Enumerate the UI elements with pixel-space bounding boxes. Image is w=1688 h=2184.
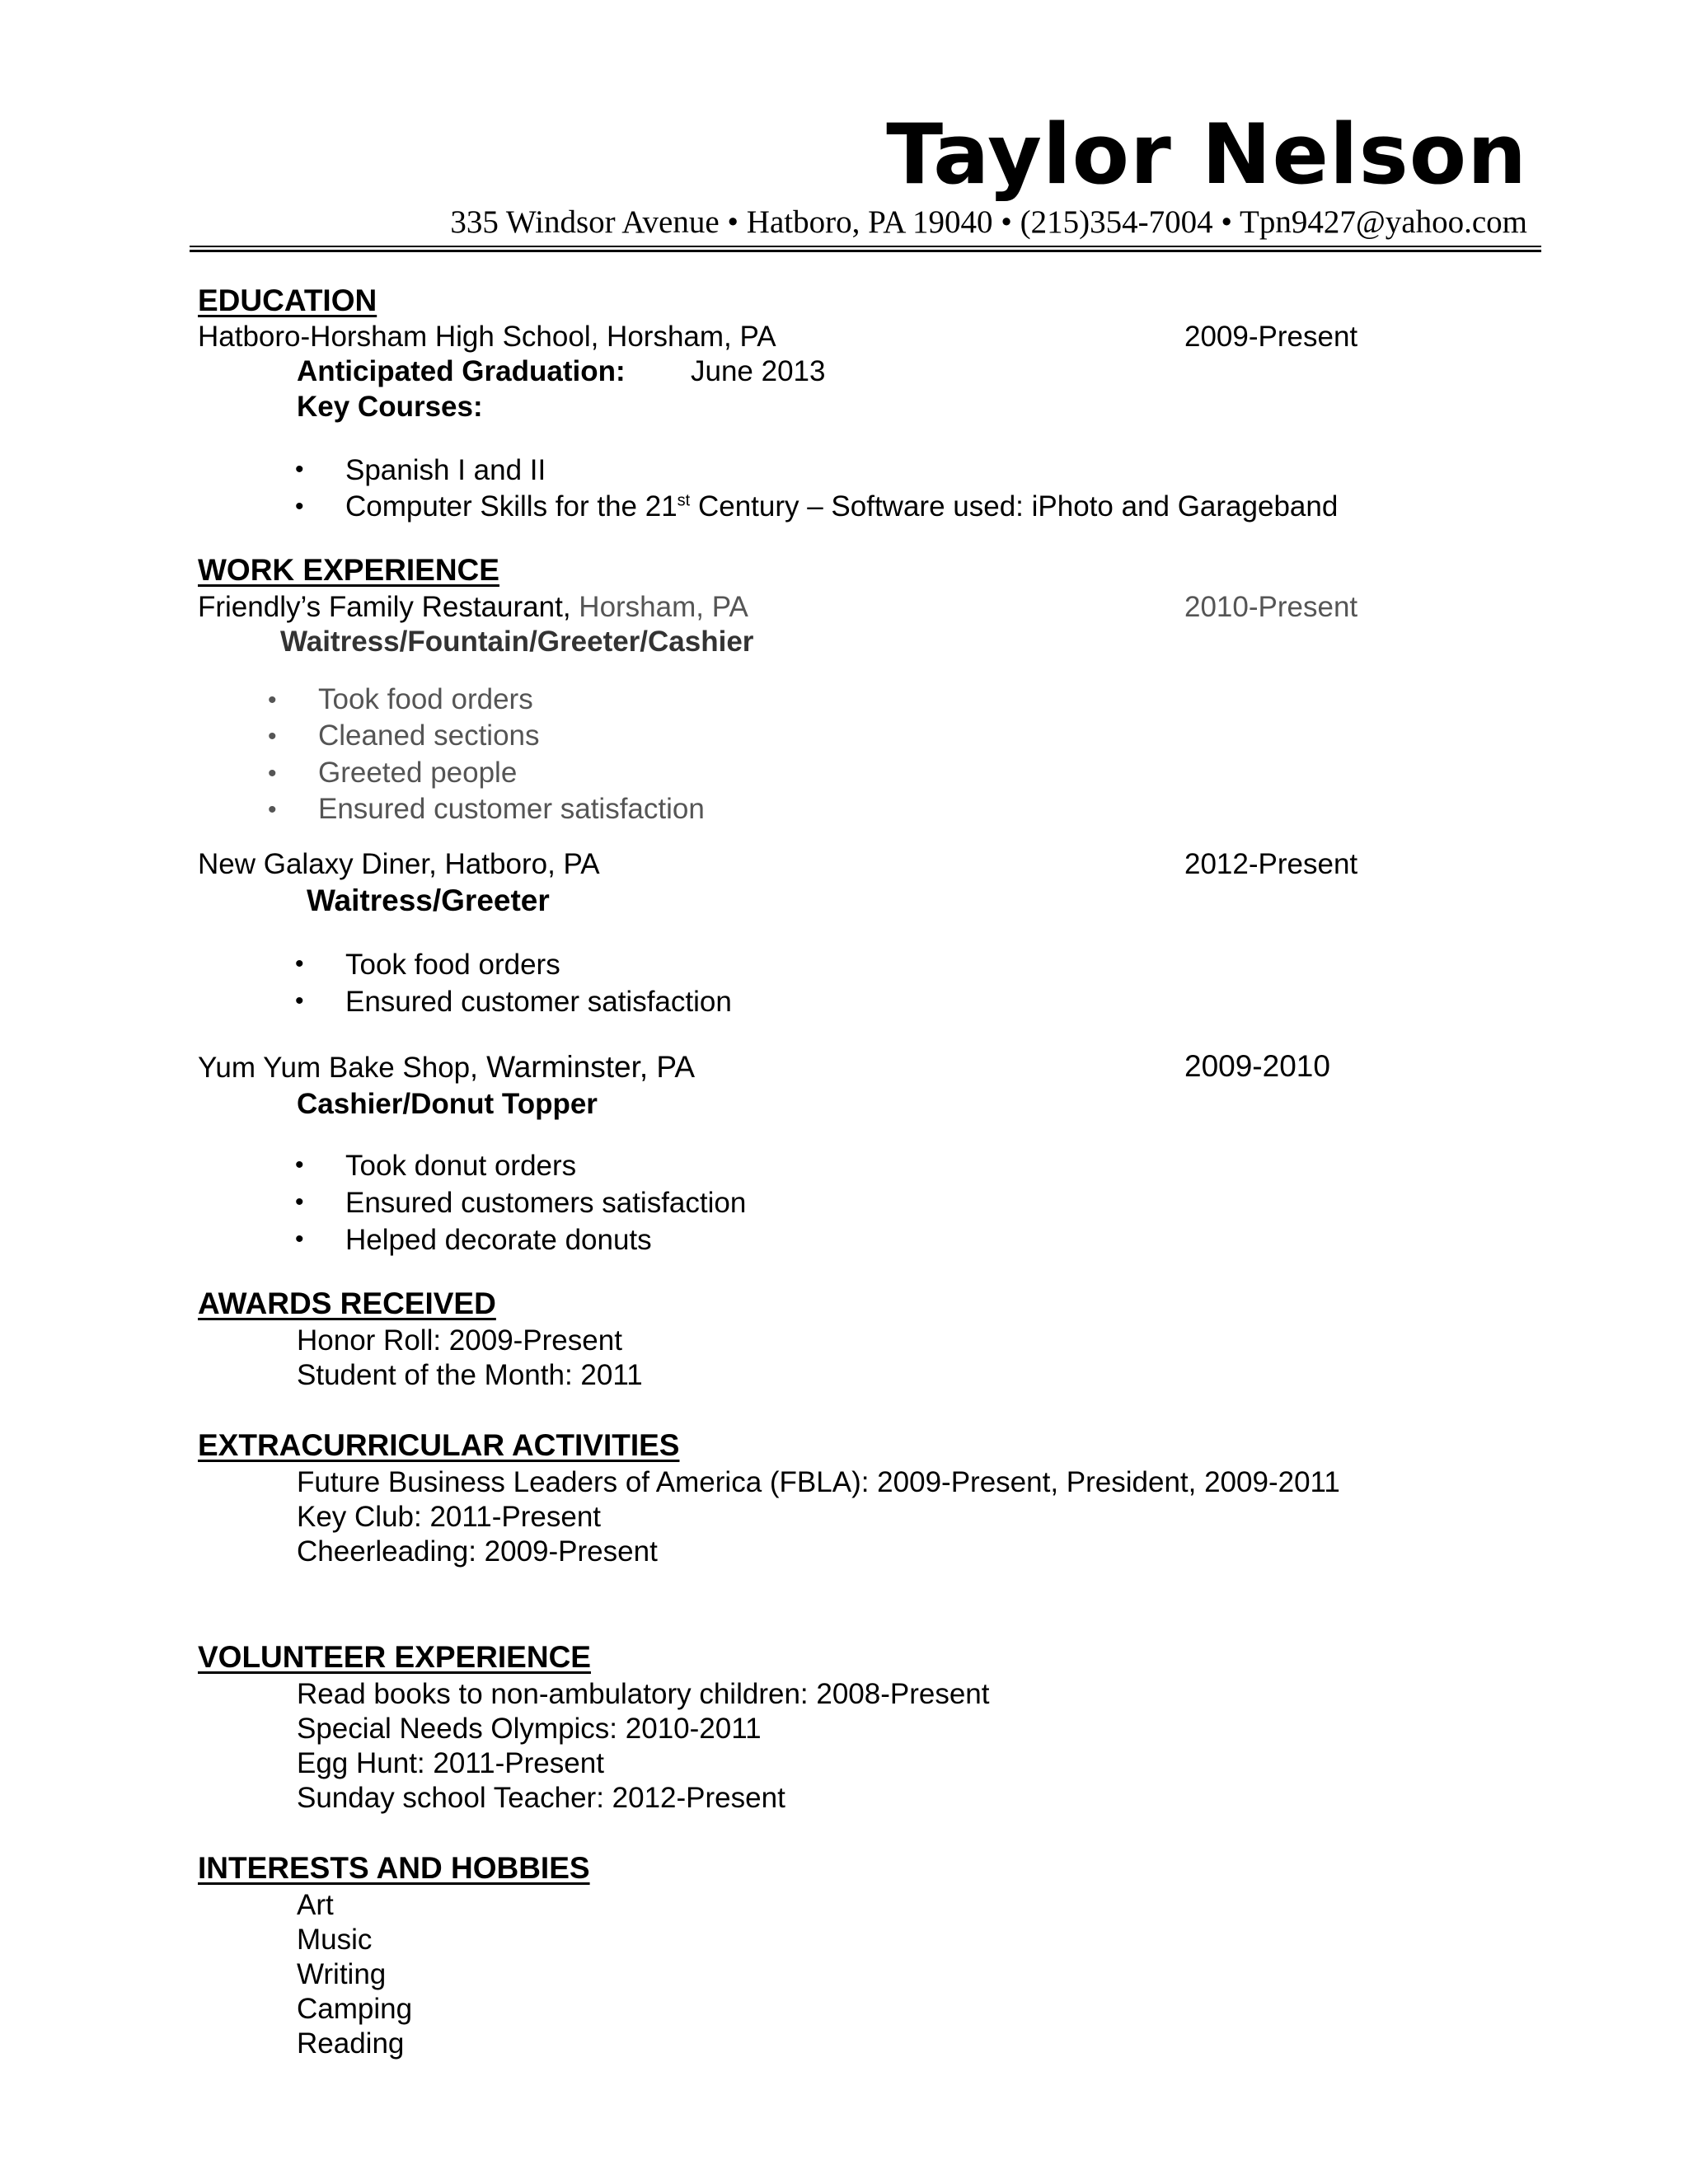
activity-item: Future Business Leaders of America (FBLA): 2009-Present, President, 2009-2011 bbox=[297, 1466, 1340, 1498]
duty-item: Ensured customers satisfaction bbox=[345, 1187, 747, 1219]
awards-heading: AWARDS RECEIVED bbox=[198, 1286, 496, 1320]
education-heading: EDUCATION bbox=[198, 284, 377, 317]
duty-item: Took donut orders bbox=[345, 1150, 577, 1182]
bullet-icon: • bbox=[268, 760, 277, 787]
job-title: Waitress/Fountain/Greeter/Cashier bbox=[280, 626, 754, 658]
header-rule-thick bbox=[190, 250, 1541, 252]
education-dates: 2009-Present bbox=[1184, 321, 1358, 353]
graduation-label: Anticipated Graduation: bbox=[297, 355, 626, 387]
interest-item: Art bbox=[297, 1889, 334, 1921]
contact-line: 335 Windsor Avenue • Hatboro, PA 19040 • (215)354-7004 • Tpn9427@yahoo.com bbox=[450, 204, 1527, 240]
bullet-icon: • bbox=[295, 456, 304, 483]
activities-heading: EXTRACURRICULAR ACTIVITIES bbox=[198, 1428, 680, 1462]
bullet-icon: • bbox=[295, 950, 304, 977]
bullet-icon: • bbox=[295, 493, 304, 520]
bullet-icon: • bbox=[295, 1151, 304, 1179]
interests-heading: INTERESTS AND HOBBIES bbox=[198, 1851, 590, 1885]
course-text: Computer Skills for the 21 bbox=[345, 490, 678, 523]
bullet-icon: • bbox=[268, 723, 277, 750]
employer-location: Warminster, PA bbox=[477, 1050, 696, 1084]
job-dates: 2010-Present bbox=[1184, 591, 1358, 623]
duty-item: Took food orders bbox=[318, 683, 533, 715]
employer-name: Yum Yum Bake Shop, bbox=[198, 1052, 478, 1084]
activity-item: Cheerleading: 2009-Present bbox=[297, 1535, 658, 1568]
course-item: Spanish I and II bbox=[345, 454, 546, 486]
employer-name: Friendly’s Family Restaurant, bbox=[198, 591, 571, 623]
bullet-icon: • bbox=[295, 1188, 304, 1216]
interest-item: Camping bbox=[297, 1993, 413, 2025]
bullet-icon: • bbox=[268, 796, 277, 823]
employer-location: Horsham, PA bbox=[570, 591, 748, 623]
job-employer bbox=[198, 1050, 695, 1085]
header-rule-thin bbox=[190, 246, 1541, 247]
duty-item: Cleaned sections bbox=[318, 719, 540, 752]
bullet-icon: • bbox=[268, 687, 277, 714]
job-title: Cashier/Donut Topper bbox=[297, 1088, 598, 1120]
award-item: Student of the Month: 2011 bbox=[297, 1359, 643, 1391]
course-item bbox=[345, 490, 1338, 523]
resume-name: Taylor Nelson bbox=[886, 105, 1527, 203]
course-superscript: st bbox=[677, 491, 691, 510]
volunteer-heading: VOLUNTEER EXPERIENCE bbox=[198, 1640, 591, 1674]
work-heading: WORK EXPERIENCE bbox=[198, 553, 499, 587]
activity-item: Key Club: 2011-Present bbox=[297, 1501, 602, 1533]
duty-item: Ensured customer satisfaction bbox=[318, 793, 705, 825]
bullet-icon: • bbox=[295, 1226, 304, 1253]
job-dates: 2009-2010 bbox=[1184, 1049, 1330, 1083]
interest-item: Writing bbox=[297, 1958, 387, 1990]
course-text: Century – Software used: iPhoto and Garageband bbox=[690, 490, 1339, 523]
duty-item: Took food orders bbox=[345, 949, 560, 981]
job-employer bbox=[198, 591, 748, 624]
duty-item: Ensured customer satisfaction bbox=[345, 986, 732, 1018]
interest-item: Music bbox=[297, 1924, 373, 1956]
duty-item: Helped decorate donuts bbox=[345, 1224, 652, 1256]
duty-item: Greeted people bbox=[318, 757, 518, 789]
award-item: Honor Roll: 2009-Present bbox=[297, 1324, 622, 1357]
education-school: Hatboro-Horsham High School, Horsham, PA bbox=[198, 321, 776, 353]
volunteer-item: Read books to non-ambulatory children: 2008-Present bbox=[297, 1678, 990, 1710]
key-courses-label: Key Courses: bbox=[297, 391, 483, 423]
volunteer-item: Special Needs Olympics: 2010-2011 bbox=[297, 1713, 762, 1745]
interest-item: Reading bbox=[297, 2027, 405, 2060]
volunteer-item: Egg Hunt: 2011-Present bbox=[297, 1747, 604, 1779]
job-employer: New Galaxy Diner, Hatboro, PA bbox=[198, 848, 600, 880]
job-dates: 2012-Present bbox=[1184, 848, 1358, 880]
job-title: Waitress/Greeter bbox=[307, 883, 550, 917]
graduation-value: June 2013 bbox=[691, 355, 826, 387]
volunteer-item: Sunday school Teacher: 2012-Present bbox=[297, 1782, 785, 1814]
bullet-icon: • bbox=[295, 987, 304, 1015]
